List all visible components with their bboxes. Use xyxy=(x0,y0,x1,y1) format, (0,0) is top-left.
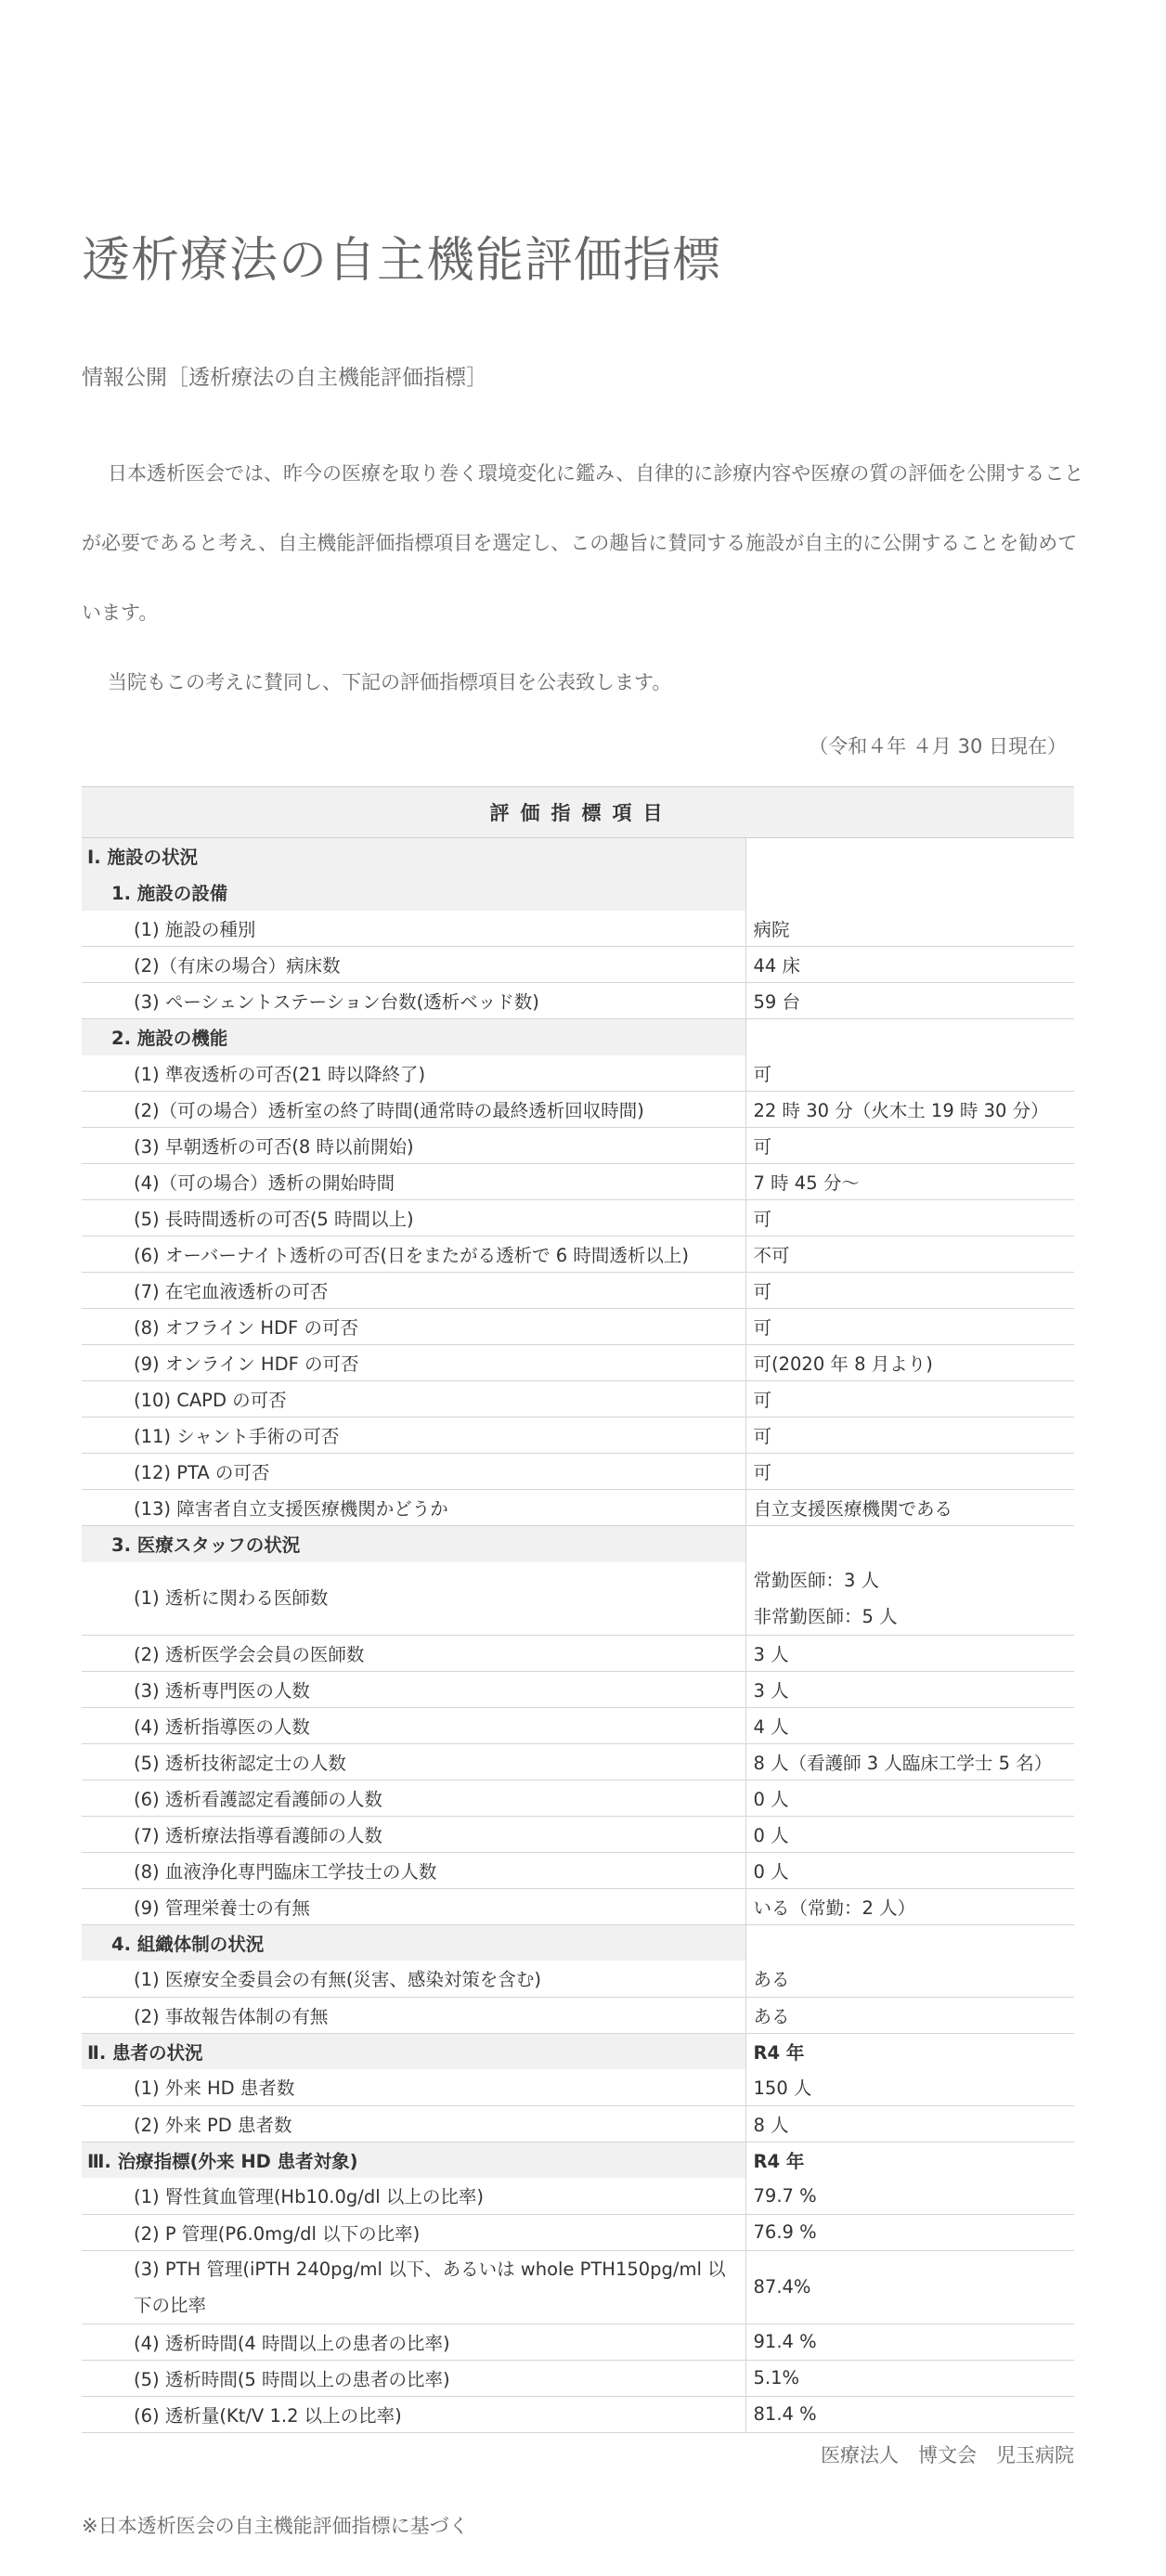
item-value xyxy=(745,1635,1074,1671)
item-label-text: (9) 管理栄養士の有無 xyxy=(134,1896,310,1919)
section-row xyxy=(82,2033,1074,2069)
table-row xyxy=(82,2105,1074,2142)
item-label xyxy=(82,1562,745,1636)
item-value-text: 7 時 45 分～ xyxy=(753,1172,860,1194)
item-value xyxy=(745,1309,1074,1345)
section-row xyxy=(82,874,1074,911)
item-value xyxy=(745,1997,1074,2033)
item-value xyxy=(745,2069,1074,2105)
item-label xyxy=(82,1345,745,1381)
intro-text xyxy=(82,439,1084,718)
item-label-text: (2) P 管理(P6.0mg/dl 以下の比率) xyxy=(134,2222,421,2245)
item-label-text: (1) 医療安全委員会の有無(災害、感染対策を含む) xyxy=(134,1969,542,1991)
item-label-text: Ⅰ. 施設の状況 xyxy=(87,847,198,869)
item-label-text: (4)（可の場合）透析の開始時間 xyxy=(134,1172,395,1194)
table-row xyxy=(82,1743,1074,1780)
item-label xyxy=(82,1490,745,1526)
item-label-text: (4) 透析指導医の人数 xyxy=(134,1715,310,1738)
item-value xyxy=(745,1019,1074,1055)
item-value-text: 常勤医師：3 人 xyxy=(753,1569,880,1591)
item-label xyxy=(82,2214,745,2250)
table-row xyxy=(82,1381,1074,1417)
item-label-text: Ⅱ. 患者の状況 xyxy=(87,2041,203,2064)
item-label-text: (2)（有床の場合）病床数 xyxy=(134,955,341,977)
item-value xyxy=(745,1092,1074,1128)
item-value-text: 可 xyxy=(753,1317,772,1339)
item-value-text: ある xyxy=(753,2005,790,2027)
item-label xyxy=(82,1381,745,1417)
item-value-text: 病院 xyxy=(753,918,790,940)
item-label xyxy=(82,2105,745,2142)
item-label-text: (1) 腎性貧血管理(Hb10.0g/dl 以上の比率) xyxy=(134,2186,484,2208)
item-label xyxy=(82,1924,745,1961)
item-value-text: 可 xyxy=(753,1390,772,1411)
item-value-text: 可 xyxy=(753,1426,772,1447)
item-label xyxy=(82,1417,745,1454)
item-label-text: (10) CAPD の可否 xyxy=(134,1390,287,1411)
item-label xyxy=(82,1743,745,1780)
section-row xyxy=(82,838,1074,874)
item-label xyxy=(82,1273,745,1309)
item-label-text: 2. 施設の機能 xyxy=(111,1028,228,1050)
item-label-text: (13) 障害者自立支援医療機関かどうか xyxy=(134,1498,448,1520)
item-label xyxy=(82,947,745,983)
item-value xyxy=(745,1888,1074,1924)
table-row xyxy=(82,1997,1074,2033)
item-value-text: 3 人 xyxy=(753,1679,789,1702)
item-value-text: 不可 xyxy=(753,1245,790,1266)
table-header: 評価指標項目 xyxy=(82,787,1074,838)
item-value xyxy=(745,1164,1074,1200)
item-label xyxy=(82,1852,745,1888)
item-label xyxy=(82,1671,745,1707)
item-label-text: (6) 透析看護認定看護師の人数 xyxy=(134,1788,382,1810)
item-value-text: R4 年 xyxy=(753,2041,805,2064)
item-label xyxy=(82,838,745,874)
item-value xyxy=(745,1273,1074,1309)
item-value xyxy=(745,2033,1074,2069)
item-value xyxy=(745,1417,1074,1454)
table-row xyxy=(82,2396,1074,2432)
table-row xyxy=(82,1780,1074,1816)
item-label-text: (2) 透析医学会会員の医師数 xyxy=(134,1643,365,1665)
item-value xyxy=(745,1816,1074,1852)
item-label xyxy=(82,1888,745,1924)
table-row xyxy=(82,983,1074,1019)
table-row xyxy=(82,1562,1074,1636)
table-row xyxy=(82,1490,1074,1526)
item-value-text: 可(2020 年 8 月より) xyxy=(753,1353,933,1375)
item-value xyxy=(745,1236,1074,1273)
item-value-text: 87.4% xyxy=(753,2276,811,2298)
item-value-text: 4 人 xyxy=(753,1715,789,1738)
item-label-text: (1) 透析に関わる医師数 xyxy=(134,1587,329,1609)
item-value xyxy=(745,2396,1074,2432)
table-row xyxy=(82,2069,1074,2105)
page-title: 透析療法の自主機能評価指標 xyxy=(82,233,722,289)
item-label xyxy=(82,1055,745,1092)
item-value xyxy=(745,1852,1074,1888)
item-value-text: 79.7 % xyxy=(753,2184,817,2207)
table-row xyxy=(82,1635,1074,1671)
item-value xyxy=(745,1345,1074,1381)
intro-paragraph: 日本透析医会では、昨今の医療を取り巻く環境変化に鑑み、自律的に診療内容や医療の質の評価を公開することが必要であると考え、自主機能評価指標項目を選定し、この趣旨に賛同する施設が自主的に公開することを勧めています。 xyxy=(82,462,1084,624)
item-value-text: 可 xyxy=(753,1063,772,1085)
item-value-text: 自立支援医療機関である xyxy=(753,1498,953,1520)
item-value-text: 5.1% xyxy=(753,2367,800,2388)
item-label-text: (5) 透析時間(5 時間以上の患者の比率) xyxy=(134,2368,450,2390)
item-value xyxy=(745,1128,1074,1164)
item-value xyxy=(745,838,1074,874)
section-row xyxy=(82,1526,1074,1562)
item-value-text: 可 xyxy=(753,1281,772,1302)
table-row xyxy=(82,1092,1074,1128)
item-label-text: (3) ペーシェントステーション台数(透析ベッド数) xyxy=(134,991,539,1013)
item-label-text: (1) 準夜透析の可否(21 時以降終了) xyxy=(134,1063,426,1085)
item-value xyxy=(745,2214,1074,2250)
item-label-text: (2)（可の場合）透析室の終了時間(通常時の最終透析回収時間) xyxy=(134,1100,644,1121)
table-row xyxy=(82,2214,1074,2250)
item-label-text: (4) 透析時間(4 時間以上の患者の比率) xyxy=(134,2332,450,2354)
item-label-text: (7) 透析療法指導看護師の人数 xyxy=(134,1824,382,1846)
table-row xyxy=(82,947,1074,983)
table-row xyxy=(82,1707,1074,1743)
item-label xyxy=(82,1200,745,1236)
item-value-text: 150 人 xyxy=(753,2078,812,2100)
item-value xyxy=(745,1381,1074,1417)
section-row xyxy=(82,1019,1074,1055)
item-label xyxy=(82,2142,745,2178)
item-value xyxy=(745,2324,1074,2360)
item-value-text: ある xyxy=(753,1969,790,1991)
item-value-text: 59 台 xyxy=(753,991,801,1013)
item-value xyxy=(745,1055,1074,1092)
table-row xyxy=(82,1961,1074,1997)
table-row xyxy=(82,1417,1074,1454)
item-value-text: 81.4 % xyxy=(753,2403,817,2425)
item-value-text: 可 xyxy=(753,1209,772,1230)
as-of-date: （令和４年 ４月 30 日現在） xyxy=(809,735,1067,757)
evaluation-table xyxy=(82,786,1074,2433)
item-label xyxy=(82,1236,745,1273)
item-label xyxy=(82,911,745,947)
item-value-text: 76.9 % xyxy=(753,2221,817,2243)
item-label-text: (2) 外来 PD 患者数 xyxy=(134,2114,292,2136)
item-value xyxy=(745,2178,1074,2214)
item-label xyxy=(82,983,745,1019)
table-row xyxy=(82,1454,1074,1490)
item-label-text: 1. 施設の設備 xyxy=(111,883,228,904)
organization-name: 医療法人 博文会 児玉病院 xyxy=(821,2444,1074,2466)
item-value xyxy=(745,1671,1074,1707)
item-label xyxy=(82,2396,745,2432)
item-value xyxy=(745,1743,1074,1780)
item-value-text: 22 時 30 分（火木土 19 時 30 分） xyxy=(753,1100,1049,1121)
item-label-text: 4. 組織体制の状況 xyxy=(111,1933,265,1955)
item-value xyxy=(745,1526,1074,1562)
item-value-text: いる（常勤：2 人） xyxy=(753,1896,916,1919)
item-value-text: 8 人（看護師 3 人臨床工学士 5 名） xyxy=(753,1752,1053,1774)
item-value-text: 44 床 xyxy=(753,955,801,977)
item-label xyxy=(82,1019,745,1055)
item-value xyxy=(745,2142,1074,2178)
table-row xyxy=(82,911,1074,947)
item-label xyxy=(82,2069,745,2105)
item-value-text: 0 人 xyxy=(753,1824,789,1846)
table-header-row xyxy=(82,787,1074,838)
item-value xyxy=(745,983,1074,1019)
item-value xyxy=(745,874,1074,911)
table-row xyxy=(82,1852,1074,1888)
item-label xyxy=(82,1635,745,1671)
item-value xyxy=(745,911,1074,947)
section-row xyxy=(82,2142,1074,2178)
item-label-text: 3. 医療スタッフの状況 xyxy=(111,1534,301,1557)
item-label-text: (8) オフライン HDF の可否 xyxy=(134,1317,358,1339)
item-label xyxy=(82,1128,745,1164)
item-label-text: (2) 事故報告体制の有無 xyxy=(134,2005,329,2027)
table-body xyxy=(82,838,1074,2433)
table-row xyxy=(82,1816,1074,1852)
item-label-text: (3) PTH 管理(iPTH 240pg/ml 以下、あるいは whole PTH150pg/ml 以 xyxy=(134,2258,726,2280)
item-value-text: 非常勤医師：5 人 xyxy=(753,1605,898,1627)
table-row xyxy=(82,2360,1074,2396)
item-value-text: 可 xyxy=(753,1462,772,1483)
item-label-text: (8) 血液浄化専門臨床工学技士の人数 xyxy=(134,1860,437,1883)
table-row xyxy=(82,1345,1074,1381)
item-label-text: (3) 早朝透析の可否(8 時以前開始) xyxy=(134,1136,414,1158)
table-row xyxy=(82,1128,1074,1164)
item-label xyxy=(82,1997,745,2033)
item-value-text: 可 xyxy=(753,1136,772,1158)
table-row xyxy=(82,2324,1074,2360)
item-label xyxy=(82,1092,745,1128)
item-label-text: (9) オンライン HDF の可否 xyxy=(134,1353,359,1375)
item-label-text: (6) 透析量(Kt/V 1.2 以上の比率) xyxy=(134,2404,402,2427)
item-label-text: (1) 外来 HD 患者数 xyxy=(134,2078,295,2100)
item-value xyxy=(745,1707,1074,1743)
item-value xyxy=(745,1490,1074,1526)
item-value-text: R4 年 xyxy=(753,2150,805,2172)
item-value-text: 3 人 xyxy=(753,1643,789,1665)
item-label-text: (1) 施設の種別 xyxy=(134,918,256,940)
table-row xyxy=(82,1164,1074,1200)
item-value xyxy=(745,1200,1074,1236)
item-label-text: (12) PTA の可否 xyxy=(134,1462,270,1483)
item-label-text: (5) 透析技術認定士の人数 xyxy=(134,1752,346,1774)
item-label xyxy=(82,1309,745,1345)
item-value xyxy=(745,947,1074,983)
item-label xyxy=(82,2250,745,2324)
item-value xyxy=(745,1924,1074,1961)
item-value-text: 8 人 xyxy=(753,2114,789,2136)
item-label xyxy=(82,2324,745,2360)
table-row xyxy=(82,1888,1074,1924)
item-label xyxy=(82,2360,745,2396)
item-value xyxy=(745,1961,1074,1997)
table-row xyxy=(82,1671,1074,1707)
item-label-text: (3) 透析専門医の人数 xyxy=(134,1679,310,1702)
item-value xyxy=(745,2250,1074,2324)
item-value xyxy=(745,1454,1074,1490)
footnote: ※日本透析医会の自主機能評価指標に基づく xyxy=(82,2515,469,2537)
item-label-text: (5) 長時間透析の可否(5 時間以上) xyxy=(134,1209,414,1230)
item-label-text: (6) オーバーナイト透析の可否(日をまたがる透析で 6 時間透析以上) xyxy=(134,1245,689,1266)
item-value xyxy=(745,2105,1074,2142)
table-row xyxy=(82,1236,1074,1273)
table-row xyxy=(82,1273,1074,1309)
table-row xyxy=(82,2178,1074,2214)
item-label xyxy=(82,1454,745,1490)
item-label xyxy=(82,874,745,911)
item-value-text: 0 人 xyxy=(753,1788,789,1810)
intro-paragraph: 当院もこの考えに賛同し、下記の評価指標項目を公表致します。 xyxy=(108,671,672,693)
item-value xyxy=(745,1562,1074,1636)
item-value xyxy=(745,2360,1074,2396)
item-label xyxy=(82,1816,745,1852)
item-label xyxy=(82,1780,745,1816)
item-label xyxy=(82,2033,745,2069)
table-row xyxy=(82,2250,1074,2324)
table-row xyxy=(82,1200,1074,1236)
item-label xyxy=(82,1526,745,1562)
item-label xyxy=(82,1707,745,1743)
item-label-text: (7) 在宅血液透析の可否 xyxy=(134,1281,329,1302)
table-row xyxy=(82,1309,1074,1345)
item-value xyxy=(745,1780,1074,1816)
item-label xyxy=(82,1961,745,1997)
item-label-text: Ⅲ. 治療指標(外来 HD 患者対象) xyxy=(87,2150,358,2172)
item-label-text: 下の比率 xyxy=(134,2294,207,2316)
table-row xyxy=(82,1055,1074,1092)
item-label xyxy=(82,2178,745,2214)
item-value-text: 0 人 xyxy=(753,1860,789,1883)
item-label xyxy=(82,1164,745,1200)
subtitle: 情報公開［透析療法の自主機能評価指標］ xyxy=(82,366,487,390)
item-label-text: (11) シャント手術の可否 xyxy=(134,1426,340,1447)
item-value-text: 91.4 % xyxy=(753,2331,817,2352)
section-row xyxy=(82,1924,1074,1961)
